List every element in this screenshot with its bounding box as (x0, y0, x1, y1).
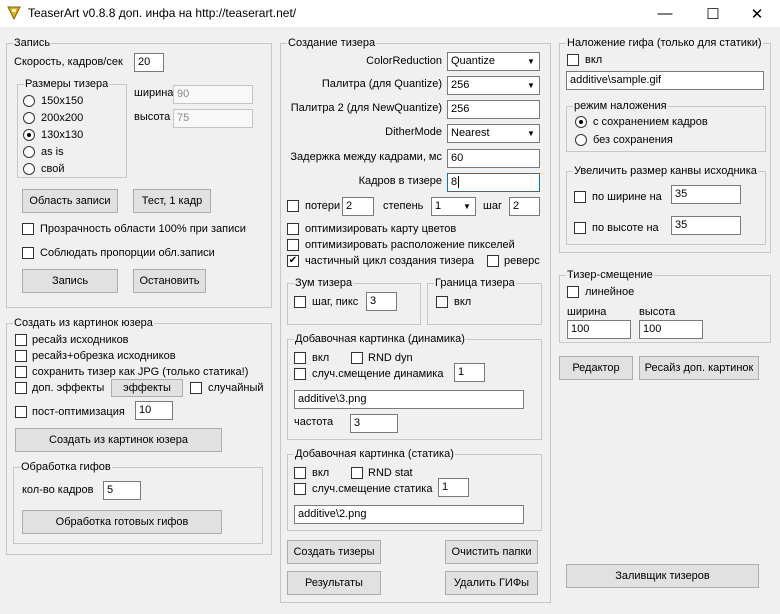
by-height-label: по высоте на (592, 222, 659, 234)
teaser-shift-group (559, 269, 771, 343)
gif-frames-input[interactable]: 5 (103, 481, 141, 500)
palette2-label: Палитра 2 (для NewQuantize) (290, 102, 442, 114)
linear-checkbox[interactable] (567, 286, 579, 298)
gif-frames-label: кол-во кадров (22, 484, 94, 496)
mode-keep-frames-label: с сохранением кадров (593, 116, 708, 128)
teaser-legend: Создание тизера (288, 37, 376, 49)
effects-button[interactable]: эффекты (111, 379, 183, 397)
proportions-label: Соблюдать пропорции обл.записи (40, 247, 215, 259)
dither-value: Nearest (451, 127, 490, 139)
check-icon: ✔ (288, 255, 298, 266)
size-radio-custom[interactable] (23, 163, 35, 175)
mode-keep-frames-radio[interactable] (575, 116, 587, 128)
size-label-custom: свой (41, 163, 65, 175)
palette-value: 256 (451, 79, 470, 91)
title-bar (0, 0, 780, 27)
by-height-checkbox[interactable] (574, 222, 586, 234)
by-width-label: по ширине на (592, 191, 662, 203)
shift-width-label: ширина (567, 306, 607, 318)
app-icon (6, 5, 22, 21)
dither-label: DitherMode (385, 126, 442, 138)
degree-value: 1 (435, 200, 442, 212)
size-label-130: 130x130 (41, 129, 84, 141)
reverse-checkbox[interactable] (487, 255, 499, 267)
dyn-freq-input[interactable]: 3 (350, 414, 398, 433)
palette-select[interactable] (447, 76, 540, 95)
gif-overlay-legend: Наложение гифа (только для статики) (567, 37, 762, 49)
size-radio-200[interactable] (23, 112, 35, 124)
opt-colormap-checkbox[interactable] (287, 223, 299, 235)
height-input[interactable]: 75 (173, 109, 253, 128)
size-label-200: 200x200 (41, 112, 84, 124)
gif-overlay-on-label: вкл (585, 54, 603, 66)
results-button[interactable]: Результаты (287, 571, 381, 595)
zoom-group (287, 277, 421, 325)
gif-processing-group (13, 461, 263, 544)
window-title: TeaserArt v0.8.8 доп. инфа на http://teaserart.net/ (28, 6, 297, 20)
speed-input[interactable]: 20 (134, 53, 164, 72)
border-group (427, 277, 542, 325)
postopt-checkbox[interactable] (15, 406, 27, 418)
by-width-input[interactable]: 35 (671, 185, 741, 204)
resize-label: ресайз исходников (32, 334, 129, 346)
static-image-group (287, 448, 542, 531)
zoom-legend: Зум тизера (295, 277, 353, 289)
color-reduction-select[interactable] (447, 52, 540, 71)
opt-pixels-checkbox[interactable] (287, 239, 299, 251)
teaser-uploader-button[interactable]: Заливщик тизеров (566, 564, 759, 588)
chevron-down-icon: ▼ (527, 129, 535, 138)
dither-select[interactable] (447, 124, 540, 143)
resize-extra-images-button[interactable]: Ресайз доп. картинок (639, 356, 759, 380)
static-image-legend: Добавочная картинка (статика) (295, 448, 454, 460)
create-teasers-button[interactable]: Создать тизеры (287, 540, 381, 564)
stat-rnd-checkbox[interactable] (351, 467, 363, 479)
opt-pixels-label: оптимизировать расположение пикселей (305, 239, 515, 251)
sizes-legend: Размеры тизера (25, 78, 109, 90)
size-radio-150[interactable] (23, 95, 35, 107)
proportions-checkbox[interactable] (22, 247, 34, 259)
shift-width-input[interactable]: 100 (567, 320, 631, 339)
by-width-checkbox[interactable] (574, 191, 586, 203)
mode-no-keep-label: без сохранения (593, 134, 673, 146)
gif-processing-legend: Обработка гифов (21, 461, 111, 473)
stat-shift-checkbox[interactable] (294, 483, 306, 495)
extra-effects-label: доп. эффекты (32, 382, 105, 394)
transparency-checkbox[interactable] (22, 223, 34, 235)
record-button[interactable]: Запись (22, 269, 118, 293)
sizes-group (17, 78, 127, 178)
stat-on-label: вкл (312, 467, 330, 479)
border-on-label: вкл (454, 296, 472, 308)
dyn-rnd-label: RND dyn (368, 352, 413, 364)
step-label: шаг (483, 200, 502, 212)
border-legend: Граница тизера (435, 277, 515, 289)
create-from-user-images-button[interactable]: Создать из картинок юзера (15, 428, 222, 452)
mode-no-keep-radio[interactable] (575, 134, 587, 146)
chevron-down-icon: ▼ (527, 57, 535, 66)
close-button[interactable]: ✕ (750, 5, 764, 23)
maximize-button[interactable]: ☐ (706, 5, 720, 23)
teaser-group (280, 37, 551, 603)
palette2-input[interactable]: 256 (447, 100, 540, 119)
linear-label: линейное (585, 286, 635, 298)
size-label-as-is: as is (41, 146, 64, 158)
dynamic-image-group (287, 333, 542, 440)
resize-checkbox[interactable] (15, 334, 27, 346)
record-group (6, 37, 272, 308)
save-jpg-label: сохранить тизер как JPG (только статика!) (32, 366, 249, 378)
clear-folders-button[interactable]: Очистить папки (445, 540, 538, 564)
zoom-step-input[interactable]: 3 (366, 292, 397, 311)
palette-label: Палитра (для Quantize) (321, 78, 442, 90)
frames-label: Кадров в тизере (358, 175, 442, 187)
resize-crop-label: ресайз+обрезка исходников (32, 350, 176, 362)
test-frame-button[interactable]: Тест, 1 кадр (133, 189, 211, 213)
record-legend: Запись (14, 37, 51, 49)
reverse-label: реверс (504, 255, 540, 267)
editor-button[interactable]: Редактор (559, 356, 633, 380)
delay-input[interactable]: 60 (447, 149, 540, 168)
canvas-size-legend: Увеличить размер канвы исходника (574, 165, 757, 177)
postopt-label: пост-оптимизация (32, 406, 125, 418)
partial-cycle-checkbox[interactable] (287, 255, 299, 267)
dyn-shift-checkbox[interactable] (294, 368, 306, 380)
overlay-mode-group (566, 100, 766, 152)
color-reduction-label: ColorReduction (366, 55, 442, 67)
stat-shift-label: случ.смещение статика (312, 483, 433, 495)
speed-label: Скорость, кадров/сек (14, 56, 123, 68)
gif-overlay-checkbox[interactable] (567, 54, 579, 66)
dyn-shift-input[interactable]: 1 (454, 363, 485, 382)
text-caret (458, 176, 459, 188)
shift-height-label: высота (639, 306, 676, 318)
record-area-button[interactable]: Область записи (22, 189, 118, 213)
random-checkbox[interactable] (190, 382, 202, 394)
dyn-on-checkbox[interactable] (294, 352, 306, 364)
chevron-down-icon: ▼ (463, 202, 471, 211)
frames-input[interactable] (447, 173, 540, 192)
by-height-input[interactable]: 35 (671, 216, 741, 235)
overlay-mode-legend: режим наложения (574, 100, 667, 112)
stop-button[interactable]: Остановить (133, 269, 206, 293)
degree-select[interactable] (431, 197, 476, 216)
save-jpg-checkbox[interactable] (15, 366, 27, 378)
chevron-down-icon: ▼ (527, 81, 535, 90)
size-radio-as-is[interactable] (23, 146, 35, 158)
dynamic-image-legend: Добавочная картинка (динамика) (295, 333, 465, 345)
dyn-shift-label: случ.смещение динамика (312, 368, 444, 380)
zoom-checkbox[interactable] (294, 296, 306, 308)
width-label: ширина (134, 87, 174, 99)
stat-rnd-label: RND stat (368, 467, 413, 479)
zoom-step-label: шаг, пикс (312, 296, 359, 308)
delay-label: Задержка между кадрами, мс (290, 151, 442, 163)
color-reduction-value: Quantize (451, 55, 496, 67)
shift-height-input[interactable]: 100 (639, 320, 703, 339)
user-images-legend: Создать из картинок юзера (14, 317, 153, 329)
step-input[interactable]: 2 (509, 197, 540, 216)
loss-checkbox[interactable] (287, 200, 299, 212)
teaser-shift-legend: Тизер-смещение (567, 269, 653, 281)
minimize-button[interactable]: — (657, 5, 673, 22)
gif-overlay-path-input[interactable]: additive\sample.gif (566, 71, 764, 90)
extra-effects-checkbox[interactable] (15, 382, 27, 394)
postopt-input[interactable]: 10 (135, 401, 173, 420)
dyn-rnd-checkbox[interactable] (351, 352, 363, 364)
size-radio-130[interactable] (23, 129, 35, 141)
opt-colormap-label: оптимизировать карту цветов (305, 223, 457, 235)
delete-gifs-button[interactable]: Удалить ГИФы (445, 571, 538, 595)
width-input[interactable]: 90 (173, 85, 253, 104)
user-images-group (6, 317, 272, 555)
height-label: высота (134, 111, 171, 123)
loss-label: потери (305, 200, 341, 212)
stat-path-input[interactable]: additive\2.png (294, 505, 524, 524)
stat-on-checkbox[interactable] (294, 467, 306, 479)
frames-value: 8 (451, 176, 458, 188)
canvas-size-group (566, 165, 766, 245)
loss-input[interactable]: 2 (342, 197, 374, 216)
resize-crop-checkbox[interactable] (15, 350, 27, 362)
transparency-label: Прозрачность области 100% при записи (40, 223, 246, 235)
stat-shift-input[interactable]: 1 (438, 478, 469, 497)
random-label: случайный (208, 382, 264, 394)
dyn-path-input[interactable]: additive\3.png (294, 390, 524, 409)
dyn-freq-label: частота (294, 416, 334, 428)
gif-overlay-group (559, 37, 771, 253)
size-label-150: 150x150 (41, 95, 84, 107)
border-checkbox[interactable] (436, 296, 448, 308)
partial-cycle-label: частичный цикл создания тизера (305, 255, 474, 267)
process-gifs-button[interactable]: Обработка готовых гифов (22, 510, 222, 534)
degree-label: степень (383, 200, 424, 212)
dyn-on-label: вкл (312, 352, 330, 364)
